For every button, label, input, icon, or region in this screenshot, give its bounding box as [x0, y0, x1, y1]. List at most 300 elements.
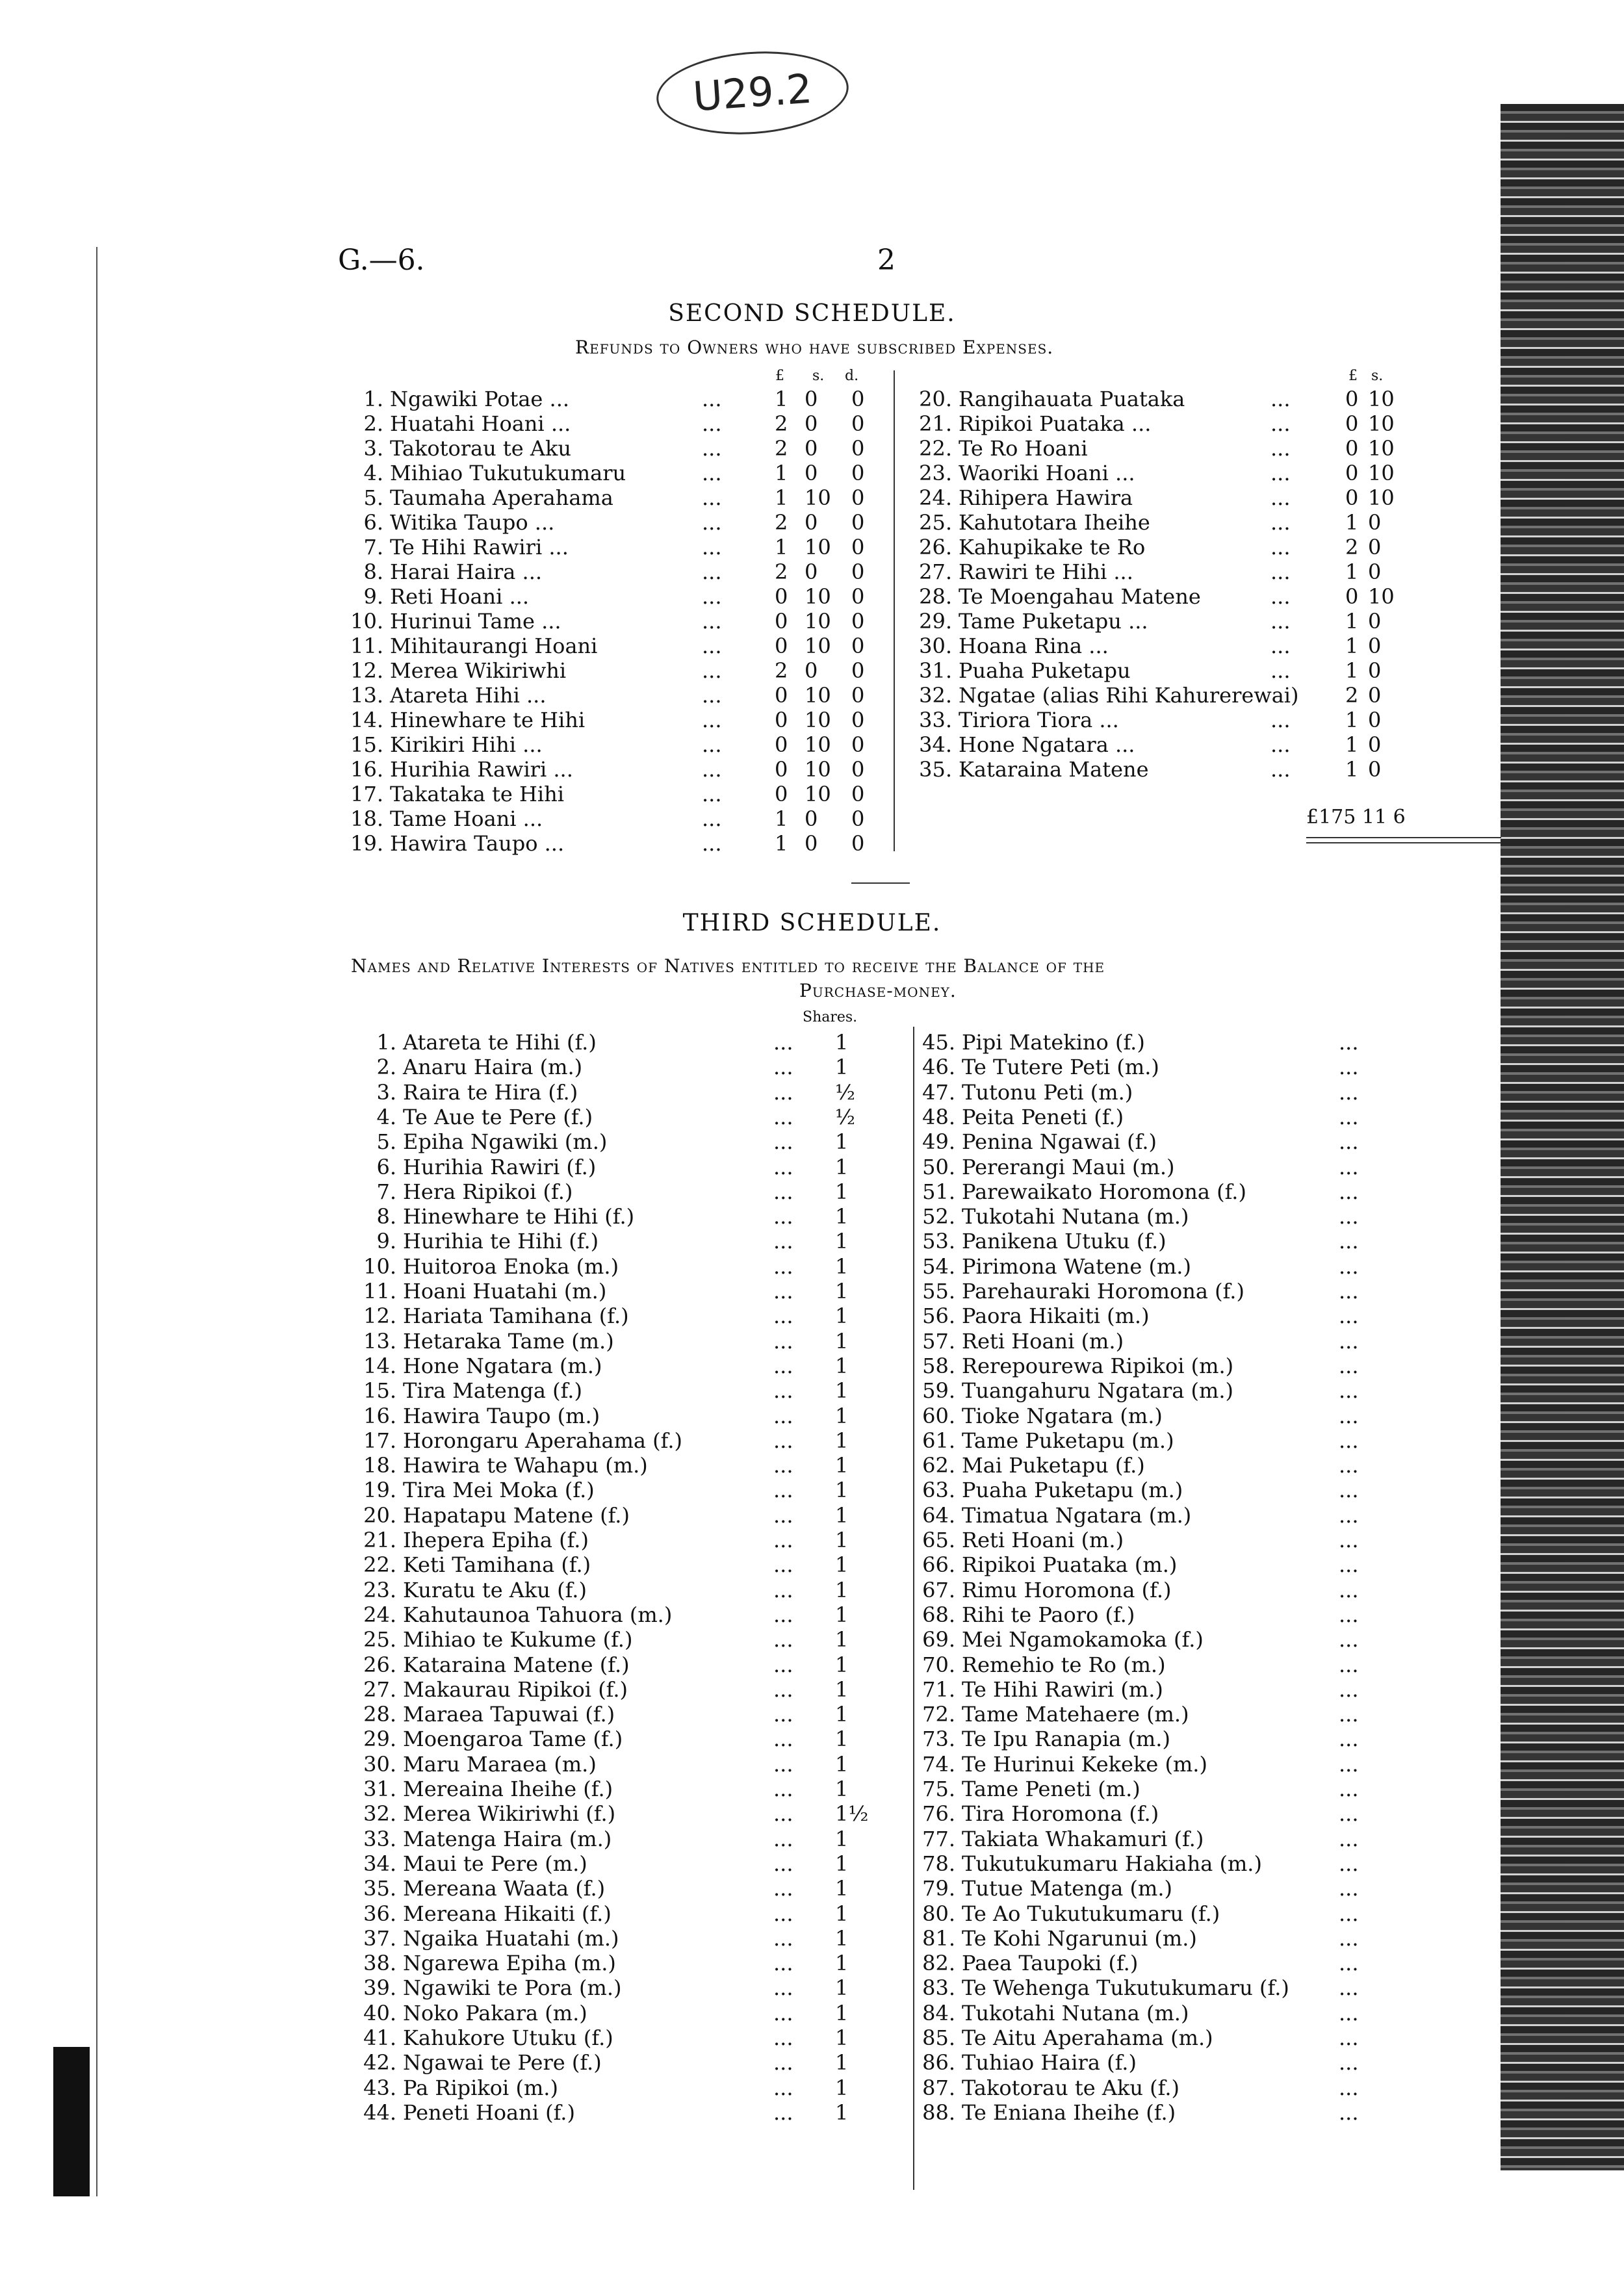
- row-number: 14.: [363, 1354, 396, 1378]
- beneficiary-name: Kahukore Utuku (f.): [403, 2025, 613, 2050]
- beneficiary-name: Tutonu Peti (m.): [962, 1080, 1133, 1105]
- beneficiary-name: Rerepourewa Ripikoi (m.): [962, 1354, 1234, 1378]
- leader-dots: ...: [773, 1055, 793, 1079]
- amount-shillings: 10: [805, 634, 831, 658]
- beneficiary-row: [351, 1503, 897, 1528]
- beneficiary-name: Tukotahi Nutana (m.): [962, 2001, 1189, 2025]
- col-pounds-label: £: [775, 368, 784, 384]
- leader-dots: ...: [1339, 1030, 1359, 1055]
- row-number: 42.: [363, 2050, 396, 2075]
- row-number: 44.: [363, 2100, 396, 2125]
- owner-name: Mihitaurangi Hoani: [390, 634, 598, 658]
- amount-pounds: 0: [1345, 387, 1359, 411]
- beneficiary-row: [351, 1652, 897, 1677]
- row-number: 83.: [922, 1975, 955, 2000]
- beneficiary-row: [910, 1727, 1391, 1751]
- leader-dots: ...: [1270, 411, 1291, 436]
- refund-row: [907, 757, 1439, 782]
- owner-name: Harai Haira ...: [390, 559, 543, 584]
- beneficiary-name: Tira Horomona (f.): [962, 1801, 1159, 1826]
- beneficiary-name: Tame Puketapu (m.): [962, 1428, 1174, 1453]
- leader-dots: ...: [702, 658, 722, 683]
- leader-dots: ...: [773, 1478, 793, 1502]
- beneficiary-row: [351, 1204, 897, 1229]
- row-number: 25.: [919, 510, 952, 535]
- amount-pounds: 2: [775, 510, 788, 535]
- beneficiary-name: Huitoroa Enoka (m.): [403, 1254, 619, 1279]
- beneficiary-row: [910, 1503, 1391, 1528]
- shares-value: 1: [835, 2050, 849, 2075]
- row-number: 46.: [922, 1055, 955, 1079]
- amount-shillings: 10: [1368, 584, 1395, 609]
- refund-row: [338, 634, 871, 658]
- leader-dots: ...: [1339, 2001, 1359, 2025]
- leader-dots: ...: [1270, 461, 1291, 485]
- row-number: 3.: [363, 436, 383, 461]
- beneficiary-row: [351, 2001, 897, 2025]
- leader-dots: ...: [773, 1777, 793, 1801]
- leader-dots: ...: [1270, 732, 1291, 757]
- leader-dots: ...: [1339, 1229, 1359, 1253]
- beneficiary-row: [351, 1129, 897, 1154]
- second-schedule-total: £175 11 6: [1306, 806, 1406, 829]
- shares-value: 1: [835, 1677, 849, 1702]
- row-number: 5.: [363, 485, 383, 510]
- beneficiary-name: Te Aitu Aperahama (m.): [962, 2025, 1213, 2050]
- amount-pence: 0: [851, 732, 865, 757]
- beneficiary-name: Mereaina Iheihe (f.): [403, 1777, 613, 1801]
- owner-name: Hone Ngatara ...: [959, 732, 1135, 757]
- beneficiary-row: [351, 1602, 897, 1627]
- amount-pounds: 1: [1345, 634, 1359, 658]
- refund-row: [338, 411, 871, 436]
- beneficiary-row: [910, 1453, 1391, 1478]
- shares-value: 1: [835, 1030, 849, 1055]
- beneficiary-name: Te Eniana Iheihe (f.): [962, 2100, 1176, 2125]
- amount-shillings: 10: [805, 732, 831, 757]
- leader-dots: ...: [773, 1428, 793, 1453]
- row-number: 52.: [922, 1204, 955, 1229]
- leader-dots: ...: [1339, 1552, 1359, 1577]
- row-number: 27.: [363, 1677, 396, 1702]
- leader-dots: ...: [773, 1827, 793, 1851]
- row-number: 20.: [363, 1503, 396, 1528]
- leader-dots: ...: [1270, 634, 1291, 658]
- refund-row: [907, 634, 1439, 658]
- row-number: 68.: [922, 1602, 955, 1627]
- owner-name: Waoriki Hoani ...: [959, 461, 1135, 485]
- owner-name: Taumaha Aperahama: [390, 485, 613, 510]
- shares-value: 1: [835, 1428, 849, 1453]
- shares-value: 1: [835, 1055, 849, 1079]
- amount-pence: 0: [851, 485, 865, 510]
- refund-row: [907, 510, 1439, 535]
- leader-dots: ...: [773, 1528, 793, 1552]
- row-number: 34.: [363, 1851, 396, 1876]
- amount-shillings: 10: [805, 485, 831, 510]
- shares-value: 1: [835, 1378, 849, 1403]
- beneficiary-name: Tame Peneti (m.): [962, 1777, 1141, 1801]
- beneficiary-row: [910, 1926, 1391, 1951]
- shares-value: 1: [835, 1552, 849, 1577]
- beneficiary-row: [910, 1975, 1391, 2000]
- shares-column-label: Shares.: [803, 1009, 858, 1025]
- beneficiary-name: Ngarewa Epiha (m.): [403, 1951, 616, 1975]
- leader-dots: ...: [1270, 609, 1291, 634]
- beneficiary-row: [351, 1901, 897, 1926]
- shares-value: 1: [835, 1129, 849, 1154]
- beneficiary-row: [351, 1727, 897, 1751]
- beneficiary-name: Rihi te Paoro (f.): [962, 1602, 1135, 1627]
- leader-dots: ...: [773, 2100, 793, 2125]
- beneficiary-row: [910, 2025, 1391, 2050]
- beneficiary-name: Tukutukumaru Hakiaha (m.): [962, 1851, 1262, 1876]
- beneficiary-row: [351, 2100, 897, 2125]
- leader-dots: ...: [1339, 1129, 1359, 1154]
- refund-row: [338, 708, 871, 732]
- shares-value: 1: [835, 1179, 849, 1204]
- beneficiary-row: [351, 2050, 897, 2075]
- beneficiary-name: Anaru Haira (m.): [403, 1055, 583, 1079]
- beneficiary-row: [910, 1677, 1391, 1702]
- leader-dots: ...: [773, 1329, 793, 1354]
- row-number: 31.: [919, 658, 952, 683]
- row-number: 81.: [922, 1926, 955, 1951]
- owner-name: Te Ro Hoani: [959, 436, 1088, 461]
- beneficiary-row: [910, 1354, 1391, 1378]
- amount-shillings: 10: [1368, 411, 1395, 436]
- leader-dots: ...: [1339, 1354, 1359, 1378]
- leader-dots: ...: [1339, 1404, 1359, 1428]
- leader-dots: ...: [773, 1304, 793, 1328]
- leader-dots: ...: [1339, 1080, 1359, 1105]
- leader-dots: ...: [1339, 1627, 1359, 1652]
- beneficiary-row: [351, 1404, 897, 1428]
- amount-shillings: 10: [1368, 387, 1395, 411]
- row-number: 60.: [922, 1404, 955, 1428]
- row-number: 28.: [919, 584, 952, 609]
- leader-dots: ...: [702, 461, 722, 485]
- row-number: 33.: [919, 708, 952, 732]
- leader-dots: ...: [1339, 1528, 1359, 1552]
- leader-dots: ...: [773, 1727, 793, 1751]
- amount-shillings: 0: [1368, 559, 1382, 584]
- amount-pence: 0: [851, 436, 865, 461]
- beneficiary-name: Maui te Pere (m.): [403, 1851, 587, 1876]
- beneficiary-row: [910, 1752, 1391, 1777]
- beneficiary-name: Hurihia te Hihi (f.): [403, 1229, 599, 1253]
- beneficiary-row: [910, 1951, 1391, 1975]
- beneficiary-row: [910, 1627, 1391, 1652]
- row-number: 16.: [363, 1404, 396, 1428]
- leader-dots: ...: [1339, 1602, 1359, 1627]
- refund-row: [338, 535, 871, 559]
- row-number: 8.: [363, 559, 383, 584]
- row-number: 85.: [922, 2025, 955, 2050]
- scan-binding-shadow: [1501, 104, 1624, 2170]
- owner-name: Atareta Hihi ...: [390, 683, 547, 708]
- amount-shillings: 0: [1368, 535, 1382, 559]
- leader-dots: ...: [1339, 1155, 1359, 1179]
- shares-value: 1: [835, 1329, 849, 1354]
- beneficiary-name: Te Tutere Peti (m.): [962, 1055, 1159, 1079]
- beneficiary-name: Kahutaunoa Tahuora (m.): [403, 1602, 673, 1627]
- amount-shillings: 0: [805, 411, 818, 436]
- amount-shillings: 10: [805, 782, 831, 806]
- leader-dots: ...: [773, 1179, 793, 1204]
- archive-reference-mark: U29.2: [654, 45, 851, 140]
- schedule-separator: [851, 882, 910, 884]
- shares-value: 1: [835, 1926, 849, 1951]
- leader-dots: ...: [1339, 1777, 1359, 1801]
- row-number: 74.: [922, 1752, 955, 1777]
- beneficiary-name: Te Aue te Pere (f.): [403, 1105, 593, 1129]
- amount-shillings: 0: [805, 658, 818, 683]
- row-number: 59.: [922, 1378, 955, 1403]
- amount-pounds: 2: [1345, 535, 1359, 559]
- beneficiary-row: [910, 1179, 1391, 1204]
- row-number: 7.: [376, 1179, 396, 1204]
- row-number: 29.: [363, 1727, 396, 1751]
- beneficiary-row: [910, 1652, 1391, 1677]
- refund-row: [907, 535, 1439, 559]
- leader-dots: ...: [773, 1279, 793, 1304]
- leader-dots: ...: [773, 1752, 793, 1777]
- amount-pence: 0: [851, 782, 865, 806]
- shares-value: 1: [835, 1727, 849, 1751]
- leader-dots: ...: [773, 1129, 793, 1154]
- row-number: 88.: [922, 2100, 955, 2125]
- leader-dots: ...: [773, 1552, 793, 1577]
- beneficiary-row: [910, 1030, 1391, 1055]
- beneficiary-row: [351, 1428, 897, 1453]
- amount-pence: 0: [851, 683, 865, 708]
- leader-dots: ...: [1270, 658, 1291, 683]
- row-number: 17.: [363, 1428, 396, 1453]
- beneficiary-name: Te Kohi Ngarunui (m.): [962, 1926, 1197, 1951]
- row-number: 21.: [363, 1528, 396, 1552]
- owner-name: Hinewhare te Hihi: [390, 708, 586, 732]
- beneficiary-name: Ngawai te Pere (f.): [403, 2050, 602, 2075]
- beneficiary-name: Mei Ngamokamoka (f.): [962, 1627, 1204, 1652]
- beneficiary-row: [910, 1279, 1391, 1304]
- col-shillings-label-right: s.: [1371, 368, 1384, 384]
- leader-dots: ...: [702, 732, 722, 757]
- leader-dots: ...: [1270, 559, 1291, 584]
- beneficiary-row: [910, 1155, 1391, 1179]
- row-number: 37.: [363, 1926, 396, 1951]
- beneficiary-name: Hawira te Wahapu (m.): [403, 1453, 648, 1478]
- leader-dots: ...: [1339, 1727, 1359, 1751]
- leader-dots: ...: [702, 535, 722, 559]
- row-number: 18.: [350, 806, 383, 831]
- row-number: 82.: [922, 1951, 955, 1975]
- leader-dots: ...: [773, 2001, 793, 2025]
- row-number: 70.: [922, 1652, 955, 1677]
- shares-value: 1½: [835, 1801, 869, 1826]
- beneficiary-name: Keti Tamihana (f.): [403, 1552, 591, 1577]
- amount-shillings: 0: [1368, 510, 1382, 535]
- owner-name: Mihiao Tukutukumaru: [390, 461, 626, 485]
- amount-pounds: 1: [775, 806, 788, 831]
- amount-shillings: 0: [805, 461, 818, 485]
- beneficiary-row: [910, 1129, 1391, 1154]
- owner-name: Huatahi Hoani ...: [390, 411, 571, 436]
- shares-value: 1: [835, 1404, 849, 1428]
- amount-pounds: 2: [775, 658, 788, 683]
- leader-dots: ...: [702, 609, 722, 634]
- row-number: 54.: [922, 1254, 955, 1279]
- row-number: 38.: [363, 1951, 396, 1975]
- amount-pounds: 0: [1345, 411, 1359, 436]
- beneficiary-row: [910, 1378, 1391, 1403]
- leader-dots: ...: [1339, 1304, 1359, 1328]
- leader-dots: ...: [1339, 1329, 1359, 1354]
- amount-pence: 0: [851, 411, 865, 436]
- leader-dots: ...: [1339, 1378, 1359, 1403]
- beneficiary-row: [910, 1552, 1391, 1577]
- beneficiary-row: [910, 1428, 1391, 1453]
- owner-name: Tame Hoani ...: [390, 806, 543, 831]
- beneficiary-name: Parehauraki Horomona (f.): [962, 1279, 1244, 1304]
- col-pounds-label-right: £: [1348, 368, 1358, 384]
- col-pence-label: d.: [845, 368, 859, 384]
- leader-dots: ...: [1339, 1204, 1359, 1229]
- row-number: 2.: [363, 411, 383, 436]
- beneficiary-row: [910, 1254, 1391, 1279]
- amount-shillings: 10: [1368, 436, 1395, 461]
- row-number: 34.: [919, 732, 952, 757]
- beneficiary-row: [351, 1254, 897, 1279]
- row-number: 10.: [363, 1254, 396, 1279]
- beneficiary-name: Tira Matenga (f.): [403, 1378, 582, 1403]
- leader-dots: ...: [1339, 1578, 1359, 1602]
- shares-value: 1: [835, 1777, 849, 1801]
- beneficiary-name: Hone Ngatara (m.): [403, 1354, 602, 1378]
- beneficiary-row: [910, 1827, 1391, 1851]
- row-number: 21.: [919, 411, 952, 436]
- shares-value: 1: [835, 1453, 849, 1478]
- leader-dots: ...: [773, 1975, 793, 2000]
- second-schedule-subtitle: Refunds to Owners who have subscribed Expenses.: [575, 337, 1054, 358]
- amount-shillings: 10: [805, 757, 831, 782]
- amount-shillings: 0: [805, 559, 818, 584]
- amount-shillings: 0: [1368, 609, 1382, 634]
- leader-dots: ...: [1339, 1827, 1359, 1851]
- refund-row: [907, 485, 1439, 510]
- beneficiary-row: [910, 1304, 1391, 1328]
- amount-pounds: 0: [1345, 436, 1359, 461]
- row-number: 19.: [350, 831, 383, 856]
- row-number: 53.: [922, 1229, 955, 1253]
- beneficiary-row: [910, 1329, 1391, 1354]
- row-number: 51.: [922, 1179, 955, 1204]
- row-number: 32.: [363, 1801, 396, 1826]
- beneficiary-row: [351, 1179, 897, 1204]
- row-number: 5.: [376, 1129, 396, 1154]
- beneficiary-name: Reti Hoani (m.): [962, 1528, 1124, 1552]
- amount-pounds: 0: [775, 732, 788, 757]
- refund-row: [907, 683, 1439, 708]
- page-margin-rule: [96, 247, 97, 2196]
- second-schedule-title: SECOND SCHEDULE.: [668, 300, 956, 327]
- beneficiary-row: [351, 1552, 897, 1577]
- leader-dots: ...: [773, 2050, 793, 2075]
- amount-pounds: 1: [1345, 708, 1359, 732]
- beneficiary-name: Parewaikato Horomona (f.): [962, 1179, 1246, 1204]
- beneficiary-name: Puaha Puketapu (m.): [962, 1478, 1183, 1502]
- leader-dots: ...: [773, 1602, 793, 1627]
- shares-value: 1: [835, 1354, 849, 1378]
- refund-row: [907, 559, 1439, 584]
- leader-dots: ...: [702, 831, 722, 856]
- amount-pounds: 1: [1345, 757, 1359, 782]
- beneficiary-row: [910, 1055, 1391, 1079]
- leader-dots: ...: [1339, 1975, 1359, 2000]
- beneficiary-row: [910, 1801, 1391, 1826]
- amount-shillings: 0: [1368, 634, 1382, 658]
- leader-dots: ...: [1339, 2100, 1359, 2125]
- leader-dots: ...: [773, 1155, 793, 1179]
- beneficiary-row: [351, 1951, 897, 1975]
- beneficiary-row: [351, 1080, 897, 1105]
- amount-pounds: 0: [775, 683, 788, 708]
- leader-dots: ...: [1339, 1279, 1359, 1304]
- leader-dots: ...: [773, 1652, 793, 1677]
- row-number: 69.: [922, 1627, 955, 1652]
- owner-name: Tiriora Tiora ...: [959, 708, 1119, 732]
- beneficiary-row: [910, 1702, 1391, 1727]
- row-number: 62.: [922, 1453, 955, 1478]
- row-number: 48.: [922, 1105, 955, 1129]
- owner-name: Hawira Taupo ...: [390, 831, 565, 856]
- amount-shillings: 0: [1368, 683, 1382, 708]
- amount-pence: 0: [851, 609, 865, 634]
- refund-row: [338, 658, 871, 683]
- refund-row: [907, 584, 1439, 609]
- owner-name: Kahupikake te Ro: [959, 535, 1146, 559]
- shares-value: 1: [835, 1975, 849, 2000]
- beneficiary-row: [910, 1602, 1391, 1627]
- refund-row: [338, 806, 871, 831]
- amount-shillings: 0: [805, 436, 818, 461]
- refund-row: [907, 411, 1439, 436]
- row-number: 19.: [363, 1478, 396, 1502]
- beneficiary-row: [910, 1404, 1391, 1428]
- amount-shillings: 0: [805, 387, 818, 411]
- beneficiary-row: [351, 1702, 897, 1727]
- leader-dots: ...: [1339, 1105, 1359, 1129]
- amount-pence: 0: [851, 658, 865, 683]
- refund-row: [907, 436, 1439, 461]
- leader-dots: ...: [1339, 2050, 1359, 2075]
- row-number: 61.: [922, 1428, 955, 1453]
- shares-value: 1: [835, 1478, 849, 1502]
- leader-dots: ...: [773, 1254, 793, 1279]
- row-number: 35.: [919, 757, 952, 782]
- beneficiary-name: Hariata Tamihana (f.): [403, 1304, 629, 1328]
- beneficiary-name: Maraea Tapuwai (f.): [403, 1702, 615, 1727]
- amount-shillings: 10: [805, 708, 831, 732]
- row-number: 80.: [922, 1901, 955, 1926]
- owner-name: Te Hihi Rawiri ...: [390, 535, 569, 559]
- beneficiary-name: Maru Maraea (m.): [403, 1752, 597, 1777]
- row-number: 18.: [363, 1453, 396, 1478]
- beneficiary-row: [351, 1578, 897, 1602]
- row-number: 76.: [922, 1801, 955, 1826]
- row-number: 55.: [922, 1279, 955, 1304]
- row-number: 56.: [922, 1304, 955, 1328]
